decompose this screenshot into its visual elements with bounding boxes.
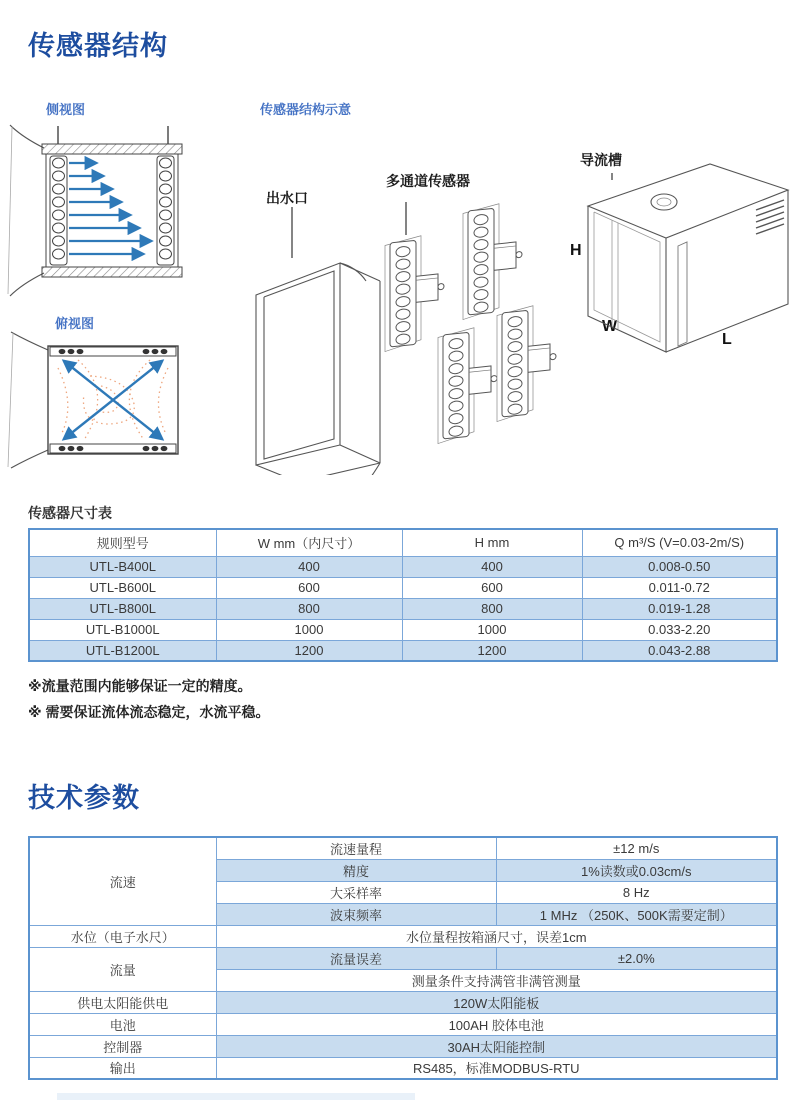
multichannel-sensor-label: 多通道传感器 — [386, 173, 470, 189]
cutoff-row-fragment — [57, 1093, 415, 1100]
dimension-h-label: H — [570, 242, 582, 259]
table-row — [29, 1057, 777, 1079]
cell-q: 0.043-2.88 — [582, 640, 777, 661]
exploded-schematic-diagram — [240, 145, 560, 475]
cell-model: UTL-B1000L — [29, 619, 216, 640]
cell-h: 600 — [402, 577, 582, 598]
tech-params-table — [28, 836, 778, 1080]
cell-w: 800 — [216, 598, 402, 619]
param-name: 大采样率 — [216, 881, 496, 903]
dimension-table-title: 传感器尺寸表 — [28, 505, 112, 521]
dimension-l-label: L — [722, 331, 732, 348]
table-row — [29, 619, 777, 640]
param-value: 测量条件支持满管非满管测量 — [216, 969, 777, 991]
param-value: 120W太阳能板 — [216, 991, 777, 1013]
cell-model: UTL-B800L — [29, 598, 216, 619]
cell-q: 0.019-1.28 — [582, 598, 777, 619]
cell-q: 0.011-0.72 — [582, 577, 777, 598]
cell-w: 1200 — [216, 640, 402, 661]
param-value: ±12 m/s — [496, 837, 777, 859]
dimension-w-label: W — [602, 318, 618, 335]
param-group-flow-speed: 流速 — [29, 837, 216, 925]
table-row — [29, 577, 777, 598]
section-title-params: 技术参数 — [28, 783, 140, 813]
table-row — [29, 925, 777, 947]
side-view-caption: 侧视图 — [46, 102, 86, 117]
param-value: 1%读数或0.03cm/s — [496, 859, 777, 881]
cell-q: 0.008-0.50 — [582, 556, 777, 577]
cell-h: 800 — [402, 598, 582, 619]
section-title-structure: 传感器结构 — [28, 31, 168, 61]
cell-w: 400 — [216, 556, 402, 577]
outlet-label: 出水口 — [266, 190, 308, 206]
table-row — [29, 991, 777, 1013]
table-row — [29, 598, 777, 619]
param-group-water-level: 水位（电子水尺） — [29, 925, 216, 947]
param-name: 精度 — [216, 859, 496, 881]
param-group-battery: 电池 — [29, 1013, 216, 1035]
table-row — [29, 1013, 777, 1035]
col-header-h: H mm — [402, 529, 582, 556]
table-row — [29, 947, 777, 969]
cell-model: UTL-B1200L — [29, 640, 216, 661]
table-row — [29, 640, 777, 661]
col-header-w: W mm（内尺寸） — [216, 529, 402, 556]
param-name: 波束频率 — [216, 903, 496, 925]
cell-h: 400 — [402, 556, 582, 577]
param-group-output: 输出 — [29, 1057, 216, 1079]
cell-w: 600 — [216, 577, 402, 598]
param-group-controller: 控制器 — [29, 1035, 216, 1057]
param-value: 1 MHz （250K、500K需要定制） — [496, 903, 777, 925]
top-view-caption: 俯视图 — [55, 316, 95, 331]
cell-model: UTL-B400L — [29, 556, 216, 577]
dimension-table-header-row — [29, 529, 777, 556]
param-value: 30AH太阳能控制 — [216, 1035, 777, 1057]
side-view-diagram — [6, 118, 198, 303]
guide-channel-diagram — [560, 146, 800, 371]
schematic-caption: 传感器结构示意 — [260, 102, 352, 117]
cell-h: 1200 — [402, 640, 582, 661]
param-name: 流速量程 — [216, 837, 496, 859]
note-flow-stability: ※ 需要保证流体流态稳定，水流平稳。 — [28, 704, 270, 720]
param-group-flow-rate: 流量 — [29, 947, 216, 991]
param-group-power: 供电太阳能供电 — [29, 991, 216, 1013]
guide-channel-label: 导流槽 — [580, 152, 622, 168]
param-name: 流量误差 — [216, 947, 496, 969]
col-header-model: 规则型号 — [29, 529, 216, 556]
param-value: 100AH 胶体电池 — [216, 1013, 777, 1035]
cell-model: UTL-B600L — [29, 577, 216, 598]
col-header-q: Q m³/S (V=0.03-2m/S) — [582, 529, 777, 556]
cell-q: 0.033-2.20 — [582, 619, 777, 640]
param-value: ±2.0% — [496, 947, 777, 969]
top-view-diagram — [6, 330, 201, 470]
dimension-table — [28, 528, 778, 662]
param-value: 水位量程按箱涵尺寸，误差1cm — [216, 925, 777, 947]
cell-w: 1000 — [216, 619, 402, 640]
param-value: RS485，标准MODBUS-RTU — [216, 1057, 777, 1079]
table-row — [29, 1035, 777, 1057]
param-value: 8 Hz — [496, 881, 777, 903]
cell-h: 1000 — [402, 619, 582, 640]
note-accuracy: ※流量范围内能够保证一定的精度。 — [28, 678, 252, 694]
table-row — [29, 556, 777, 577]
table-row — [29, 837, 777, 859]
